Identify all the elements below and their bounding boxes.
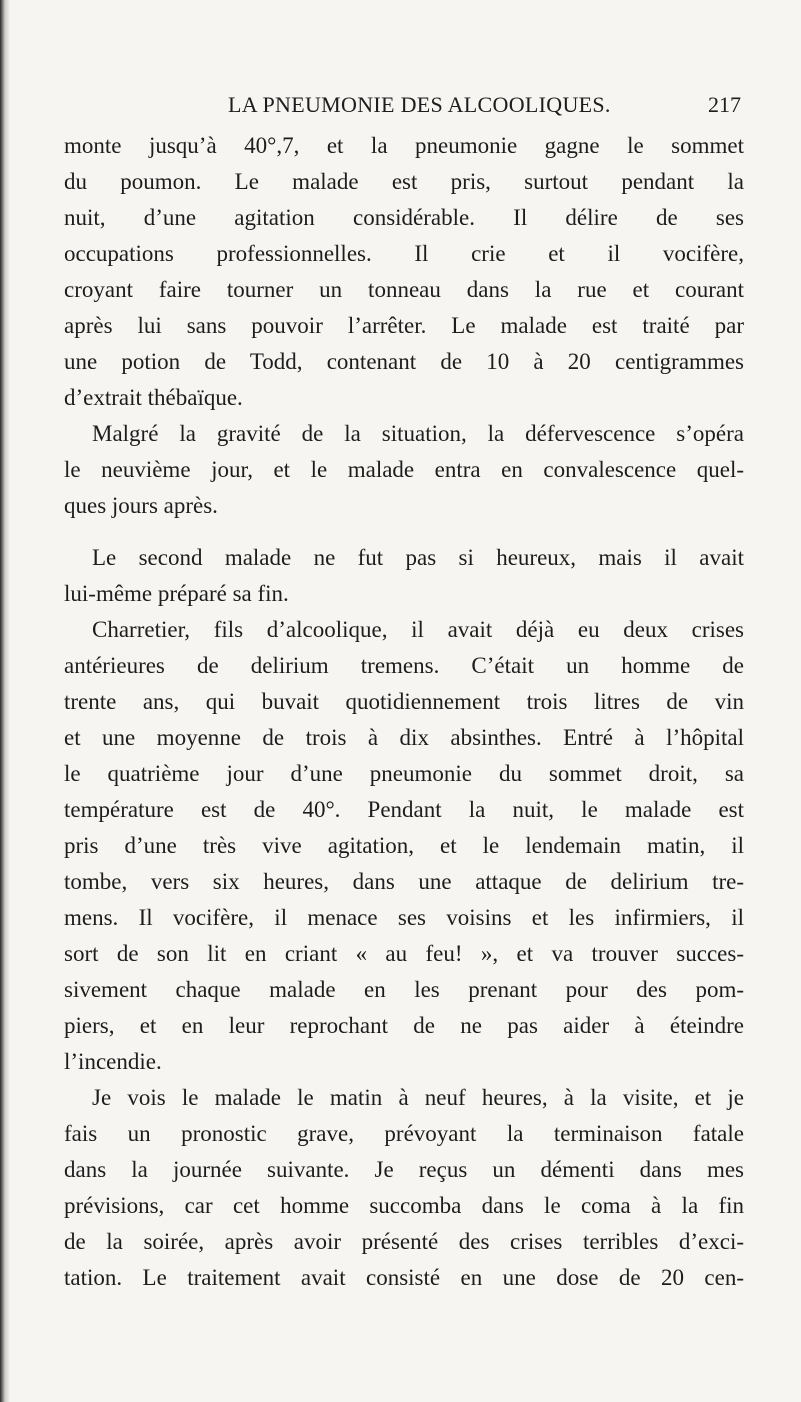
page-header (0, 92, 801, 122)
text-line: piers, et en leur reprochant de ne pas aider à éteindre (64, 1013, 744, 1038)
text-line: croyant faire tourner un tonneau dans la rue et courant (64, 277, 744, 302)
body-text (64, 128, 744, 1296)
text-line: une potion de Todd, contenant de 10 à 20 centigrammes (64, 349, 744, 374)
text-line: de la soirée, après avoir présenté des crises terribles d’exci- (64, 1229, 744, 1254)
text-line: après lui sans pouvoir l’arrêter. Le malade est traité par (64, 313, 744, 338)
binding-edge (0, 0, 10, 1402)
text-line: Malgré la gravité de la situation, la défervescence s’opéra (92, 421, 744, 446)
text-line: monte jusqu’à 40°,7, et la pneumonie gagne le sommet (64, 133, 744, 158)
text-line: température est de 40°. Pendant la nuit, le malade est (64, 797, 744, 822)
text-line: sort de son lit en criant « au feu! », et va trouver succes- (64, 941, 744, 966)
text-line: dans la journée suivante. Je reçus un démenti dans mes (64, 1157, 744, 1182)
text-line: Le second malade ne fut pas si heureux, mais il avait (92, 545, 744, 570)
text-line: mens. Il vocifère, il menace ses voisins et les infirmiers, il (64, 905, 744, 930)
text-line: sivement chaque malade en les prenant pour des pom- (64, 977, 744, 1002)
text-line: prévisions, car cet homme succomba dans le coma à la fin (64, 1193, 744, 1218)
running-title: LA PNEUMONIE DES ALCOOLIQUES. (228, 92, 611, 117)
text-line: et une moyenne de trois à dix absinthes. Entré à l’hôpital (64, 725, 744, 750)
text-line: nuit, d’une agitation considérable. Il délire de ses (64, 205, 744, 230)
text-line: le quatrième jour d’une pneumonie du sommet droit, sa (64, 761, 744, 786)
paragraph (64, 416, 744, 524)
text-line: l’incendie. (64, 1049, 162, 1074)
text-line: antérieures de delirium tremens. C’était un homme de (64, 653, 744, 678)
text-line: fais un pronostic grave, prévoyant la terminaison fatale (64, 1121, 744, 1146)
text-line: d’extrait thébaïque. (64, 385, 243, 410)
section-gap (64, 524, 744, 540)
text-line: ques jours après. (64, 493, 218, 518)
text-line: Je vois le malade le matin à neuf heures, à la visite, et je (92, 1085, 744, 1110)
text-line: occupations professionnelles. Il crie et il vocifère, (64, 241, 744, 266)
paragraph (64, 1080, 744, 1296)
text-line: le neuvième jour, et le malade entra en convalescence quel- (64, 457, 744, 482)
text-line: lui-même préparé sa fin. (64, 581, 289, 606)
text-line: tombe, vers six heures, dans une attaque de delirium tre- (64, 869, 744, 894)
page-number: 217 (708, 92, 741, 117)
text-line: du poumon. Le malade est pris, surtout pendant la (64, 169, 744, 194)
paragraph (64, 612, 744, 1080)
text-line: tation. Le traitement avait consisté en une dose de 20 cen- (64, 1265, 744, 1290)
paragraph (64, 540, 744, 612)
paragraph (64, 128, 744, 416)
text-line: trente ans, qui buvait quotidiennement trois litres de vin (64, 689, 744, 714)
text-line: Charretier, fils d’alcoolique, il avait déjà eu deux crises (92, 617, 744, 642)
text-line: pris d’une très vive agitation, et le lendemain matin, il (64, 833, 744, 858)
